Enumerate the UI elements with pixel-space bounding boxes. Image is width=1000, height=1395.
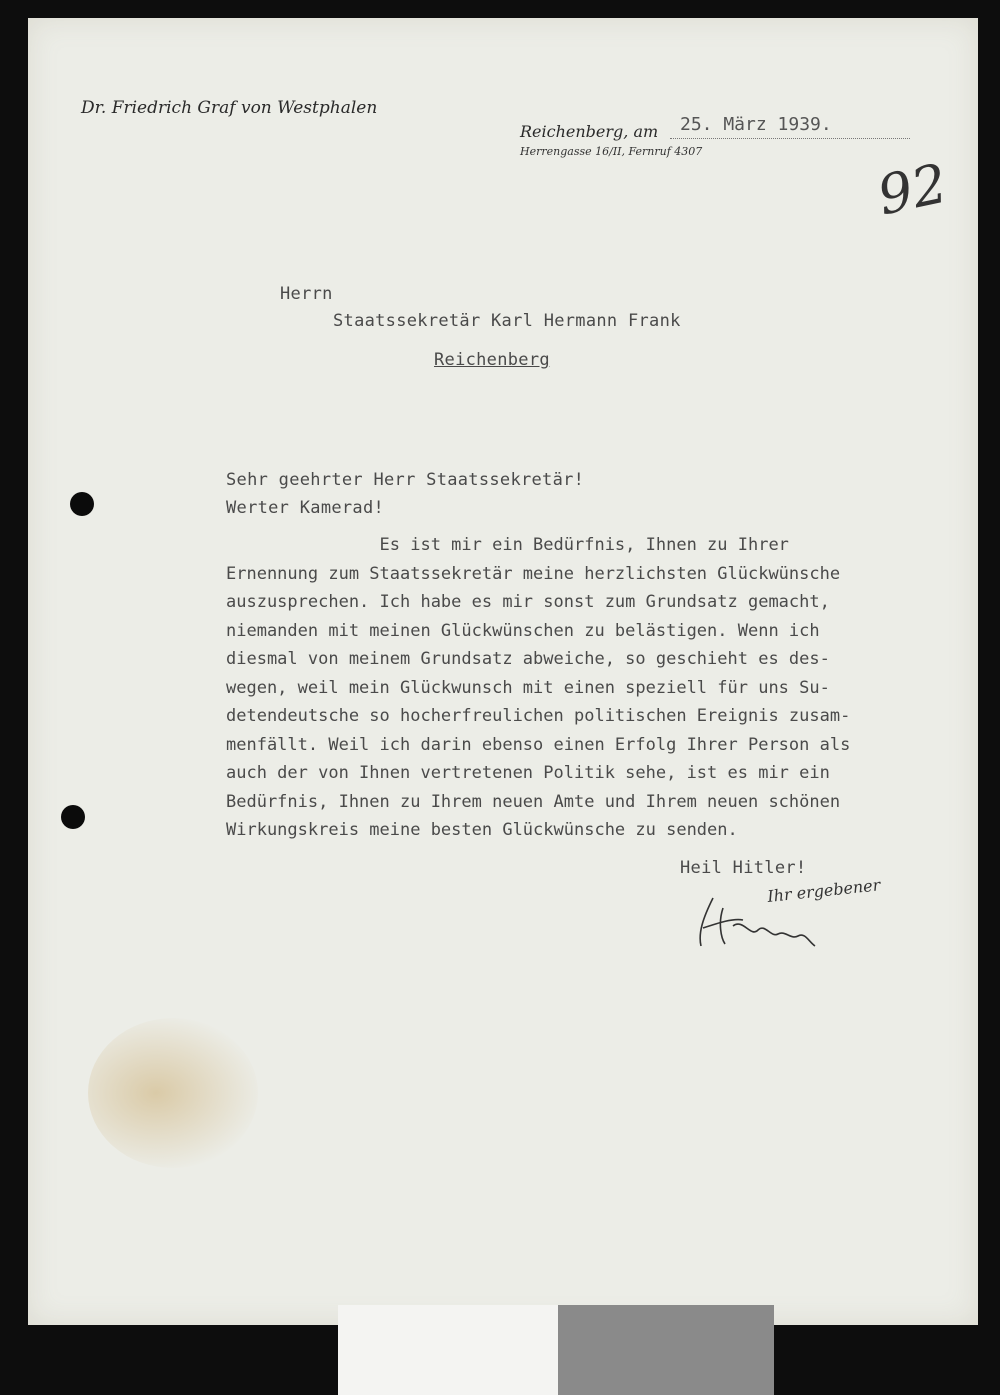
color-calibration-strip (338, 1305, 774, 1395)
punch-hole-top (70, 492, 94, 516)
letter-page (28, 18, 978, 1325)
recipient-line-1: Herrn (280, 284, 333, 304)
water-stain (88, 1018, 258, 1168)
closing-greeting: Heil Hitler! (680, 858, 807, 878)
place-date-line (520, 114, 910, 140)
letter-body: Es ist mir ein Bedürfnis, Ihnen zu Ihrer Ernennung zum Staatssekretär meine herzlichsten Glückwünsche auszusprechen. Ich habe es mir sonst zum Grundsatz gemacht, niemanden mit meinen Glückwünschen zu belästigen. Wenn ich diesmal von meinem Grundsatz abweiche, so geschieht es des- wegen, weil mein Glückwunsch mit einen speziell für uns Su- detendeutsche so hocherfreulichen politischen Ereignis zusam- menfällt. Weil ich darin ebenso einen Erfolg Ihrer Person als auch der von Ihnen vertretenen Politik sehe, ist es mir ein Bedürfnis, Ihnen zu Ihrem neuen Amte und Ihrem neuen schönen Wirkungskreis meine besten Glückwünsche zu senden. (226, 535, 851, 840)
date-dotted-line (670, 138, 910, 139)
letterhead-name: Dr. Friedrich Graf von Westphalen (81, 98, 378, 118)
handwritten-signature (673, 868, 913, 958)
punch-hole-bottom (61, 805, 85, 829)
salutation-line-1: Sehr geehrter Herr Staatssekretär! (226, 470, 585, 490)
archive-number: 92 (872, 151, 953, 228)
recipient-line-2: Staatssekretär Karl Hermann Frank (333, 311, 681, 331)
salutation-line-2: Werter Kamerad! (226, 498, 385, 518)
letterhead-address: Herrengasse 16/II, Fernruf 4307 (520, 145, 703, 158)
calibration-gray-patch (558, 1305, 774, 1395)
calibration-white-patch (338, 1305, 558, 1395)
signature-note: Ihr ergebener (766, 875, 882, 906)
letter-date: 25. März 1939. (680, 114, 832, 135)
place-label: Reichenberg, am (520, 122, 659, 141)
recipient-city: Reichenberg (434, 350, 550, 370)
